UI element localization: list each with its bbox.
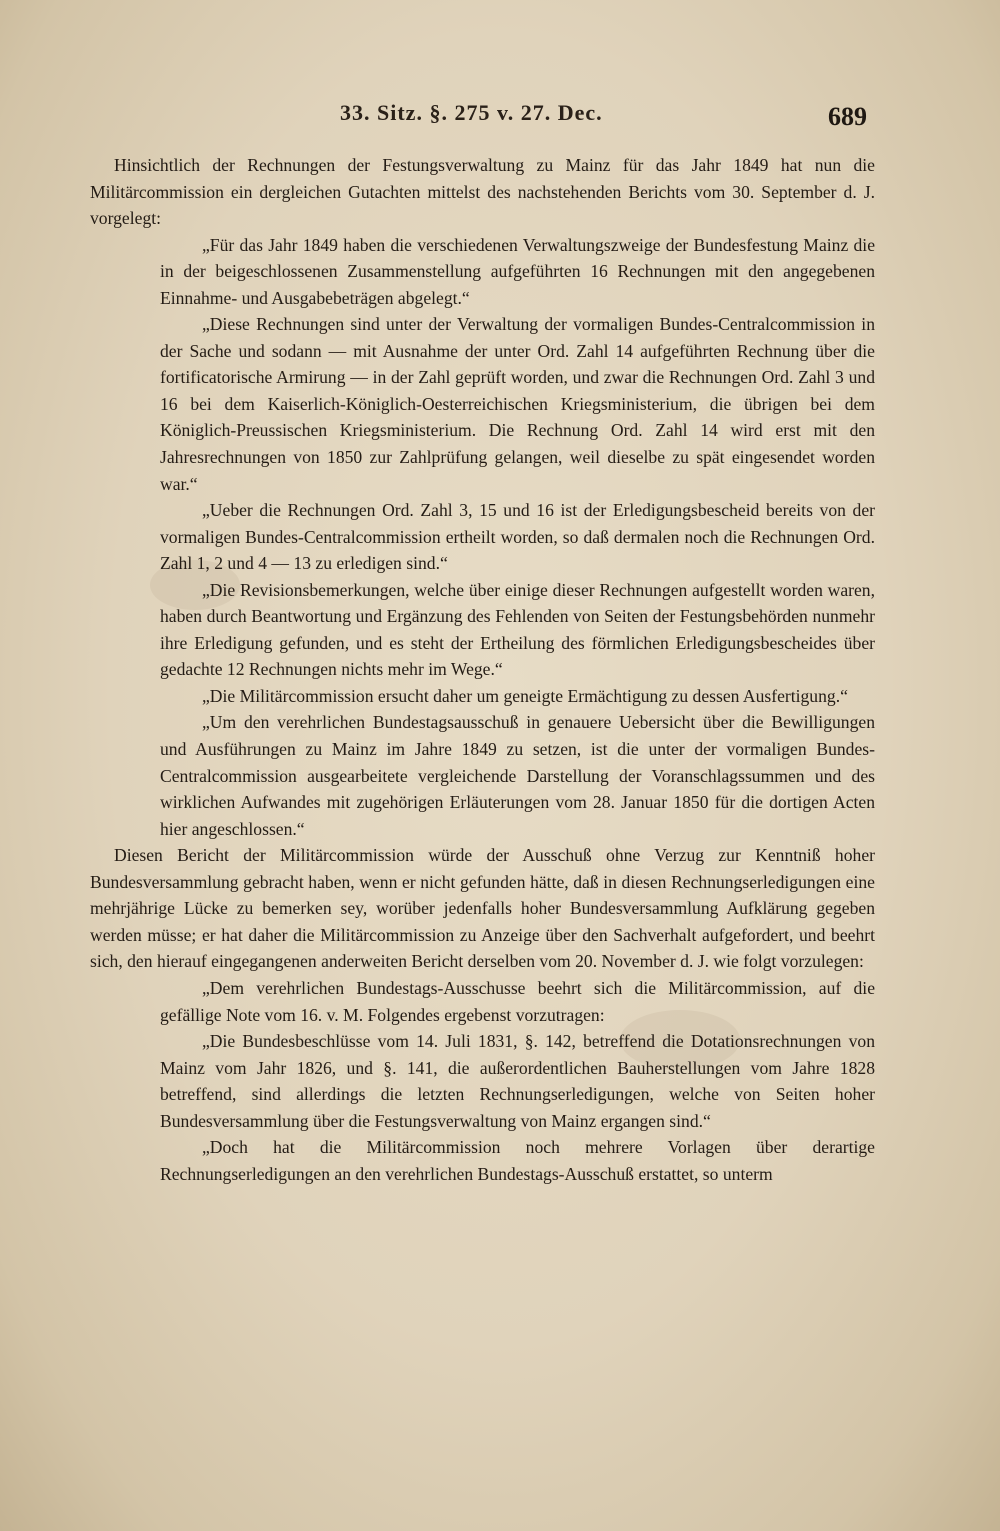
- paragraph: Diesen Bericht der Militärcommission würde der Ausschuß ohne Verzug zur Kenntniß hoher Bundesversammlung gebracht haben, wenn er nicht gefunden hätte, daß in diesen Rechnungserledigungen eine mehrjährige Lücke zu bemerken sey, worüber jedenfalls hoher Bundesversammlung Aufklärung gegeben werden müsse; er hat daher die Militärcommission zu Anzeige über den Sachverhalt aufgefordert, und beehrt sich, den hierauf eingegangenen anderweiten Bericht derselben vom 20. November d. J. wie folgt vorzulegen:: [90, 845, 875, 972]
- quoted-paragraph: „Für das Jahr 1849 haben die verschiedenen Verwaltungszweige der Bundesfestung Mainz die in der beigeschlossenen Zusammenstellung aufgeführten 16 Rechnungen mit den angegebenen Einnahme- und Ausgabebeträgen abgelegt.“: [160, 234, 875, 308]
- quoted-paragraph: „Dem verehrlichen Bundestags-Ausschusse beehrt sich die Militärcommission, auf die gefällige Note vom 16. v. M. Folgendes ergebenst vorzutragen:: [160, 977, 875, 1025]
- quoted-paragraph: „Diese Rechnungen sind unter der Verwaltung der vormaligen Bundes-Centralcommission in der Sache und sodann — mit Ausnahme der unter Ord. Zahl 14 aufgeführten Rechnung über die fortificatorische Armirung — in der Zahl geprüft worden, und zwar die Rechnungen Ord. Zahl 3 und 16 bei dem Kaiserlich-Königlich-Oesterreichischen Kriegsministerium, die übrigen bei dem Königlich-Preussischen Kriegsministerium. Die Rechnung Ord. Zahl 14 wird erst mit den Jahresrechnungen von 1850 zur Zahlprüfung gelangen, weil dieselbe zu spät eingesendet worden war.“: [160, 314, 875, 494]
- running-head: 33. Sitz. §. 275 v. 27. Dec.: [340, 100, 603, 125]
- quoted-paragraph: „Die Revisionsbemerkungen, welche über einige dieser Rechnungen aufgestellt worden waren, haben durch Beantwortung und Ergänzung des Fehlenden von Seiten der Festungsbehörden nunmehr ihre Erledigung gefunden, und es steht der Ertheilung des förmlichen Erledigungsbescheides über gedachte 12 Rechnungen nichts mehr im Wege.“: [160, 579, 875, 680]
- quoted-paragraph: „Die Militärcommission ersucht daher um geneigte Ermächtigung zu dessen Ausfertigung.“: [202, 685, 848, 706]
- quoted-paragraph: „Um den verehrlichen Bundestagsausschuß in genauere Uebersicht über die Bewilligungen und Ausführungen zu Mainz im Jahre 1849 zu setzen, ist die unter der vormaligen Bundes-Centralcommission ausgearbeitete vergleichende Darstellung der Voranschlagssummen und des wirklichen Aufwandes mit zugehörigen Erläuterungen vom 28. Januar 1850 für die dortigen Acten hier angeschlossen.“: [160, 712, 875, 839]
- page-number: 689: [828, 102, 867, 131]
- quoted-paragraph: „Doch hat die Militärcommission noch mehrere Vorlagen über derartige Rechnungserledigungen an den verehrlichen Bundestags-Ausschuß erstattet, so unterm: [160, 1137, 875, 1184]
- quoted-paragraph: „Ueber die Rechnungen Ord. Zahl 3, 15 und 16 ist der Erledigungsbescheid bereits von der vormaligen Bundes-Centralcommission ertheilt worden, so daß dermalen noch die Rechnungen Ord. Zahl 1, 2 und 4 — 13 zu erledigen sind.“: [160, 500, 875, 574]
- body-text: [90, 152, 875, 1187]
- page-header: [0, 96, 1000, 136]
- paragraph: Hinsichtlich der Rechnungen der Festungsverwaltung zu Mainz für das Jahr 1849 hat nun die Militärcommission ein dergleichen Gutachten mittelst des nachstehenden Berichts vom 30. September d. J. vorgelegt:: [90, 155, 875, 229]
- quoted-paragraph: „Die Bundesbeschlüsse vom 14. Juli 1831, §. 142, betreffend die Dotationsrechnungen von Mainz vom Jahr 1826, und §. 141, die außerordentlichen Bauherstellungen vom Jahre 1828 betreffend, sind allerdings die letzten Rechnungserledigungen, welche von Seiten hoher Bundesversammlung über die Festungsverwaltung von Mainz ergangen sind.“: [160, 1031, 875, 1131]
